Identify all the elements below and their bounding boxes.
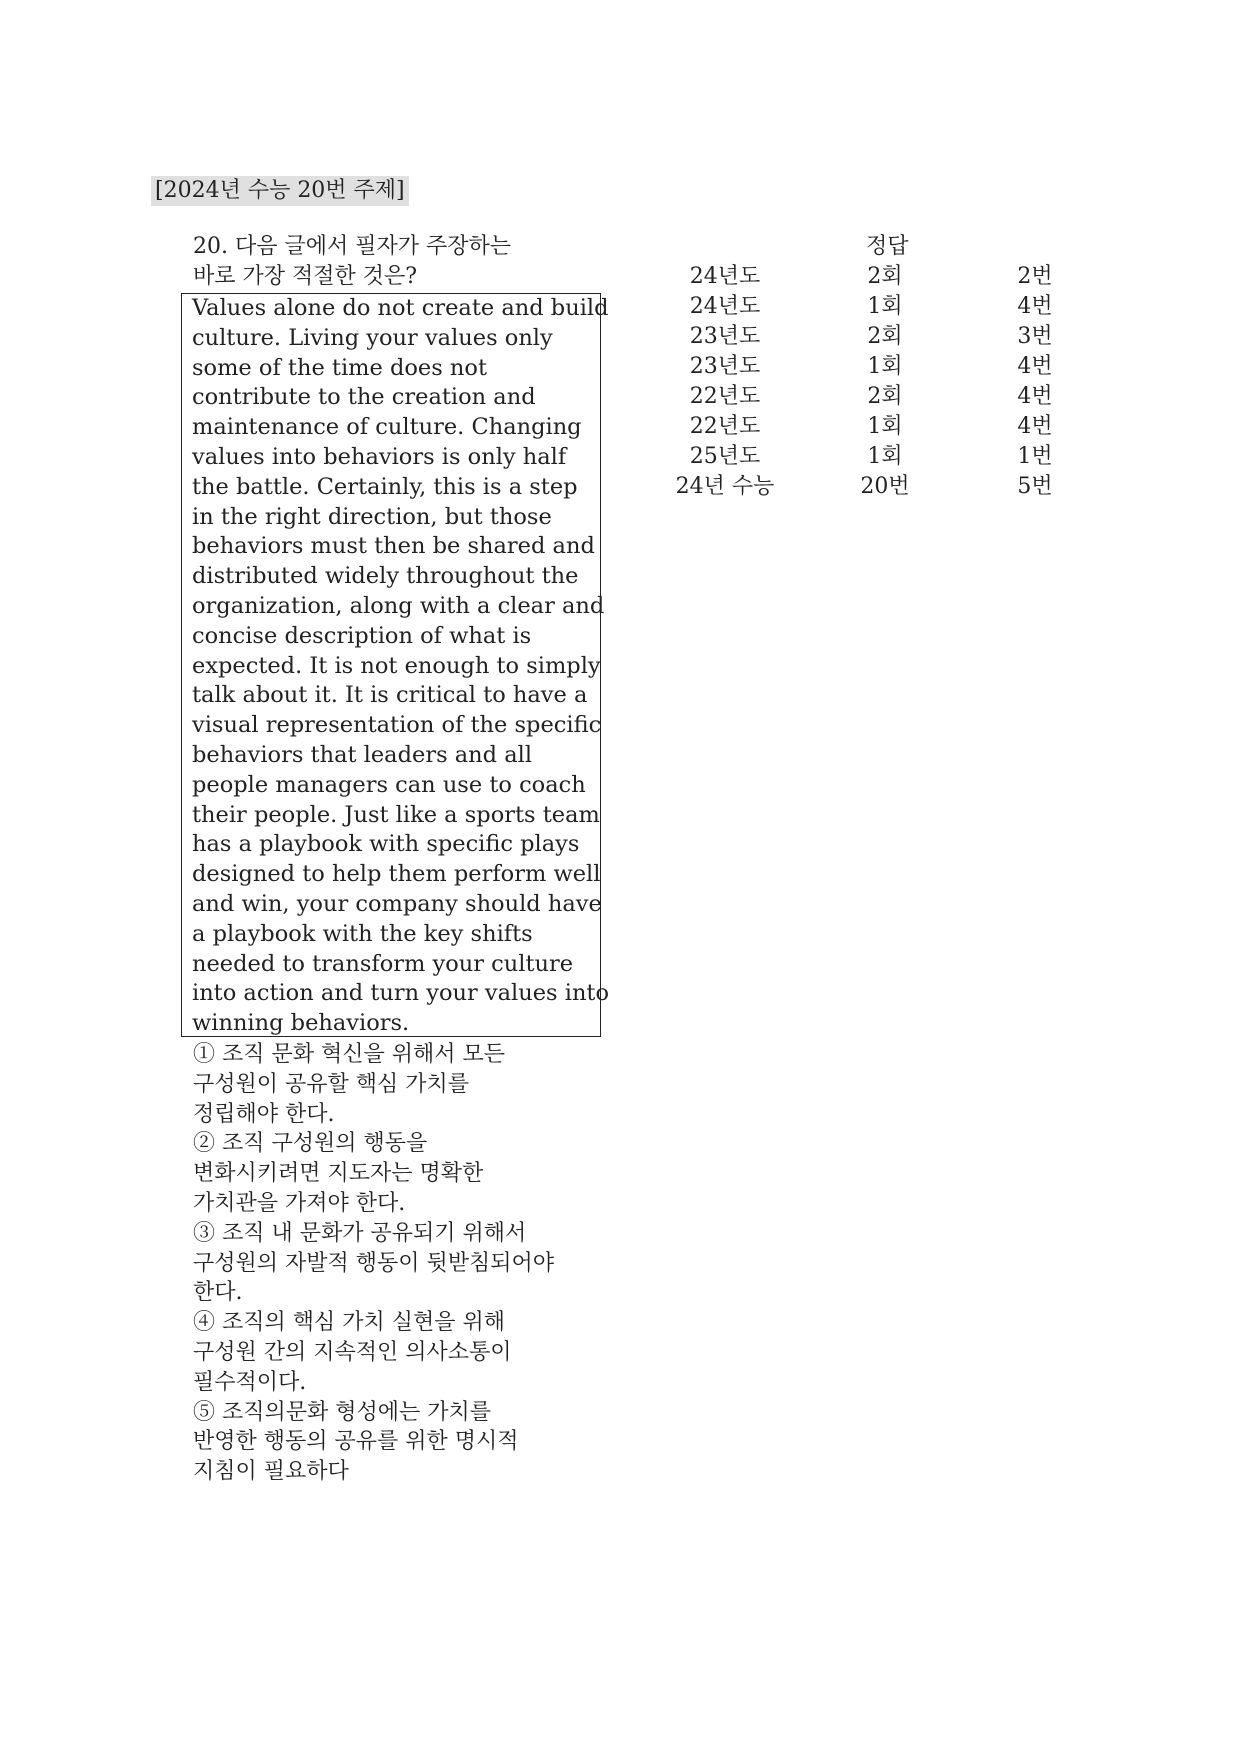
- answer-row: [650, 412, 1090, 442]
- choice-line: 구성원 간의 지속적인 의사소통이: [193, 1339, 512, 1365]
- answer-row: [650, 292, 1090, 322]
- passage-line: people managers can use to coach: [192, 771, 586, 798]
- passage-line: their people. Just like a sports team: [192, 801, 600, 828]
- choice-line: 필수적이다.: [193, 1369, 307, 1395]
- passage-line: maintenance of culture. Changing: [192, 414, 582, 441]
- passage-line: visual representation of the specific: [192, 712, 602, 739]
- choice-line: 반영한 행동의 공유를 위한 명시적: [193, 1429, 519, 1455]
- choice-line: 한다.: [193, 1280, 243, 1306]
- passage-line: needed to transform your culture: [192, 950, 574, 977]
- passage-line: the battle. Certainly, this is a step: [192, 473, 578, 500]
- answer-round: 1회: [867, 354, 903, 379]
- choice-line: 변화시키려면 지도자는 명확한: [193, 1161, 484, 1187]
- passage-line: Values alone do not create and build: [192, 295, 609, 321]
- passage-line: a playbook with the key shifts: [192, 920, 533, 947]
- passage-line: behaviors must then be shared and: [192, 533, 595, 560]
- answer-round: 1회: [867, 444, 903, 469]
- answer-year: 23년도: [689, 324, 761, 349]
- passage-line: culture. Living your values only: [192, 324, 553, 351]
- choice-line: 구성원이 공유할 핵심 가치를: [193, 1071, 470, 1097]
- answer-year: 23년도: [689, 354, 761, 379]
- passage-line: winning behaviors.: [192, 1010, 410, 1037]
- choice-line: ④ 조직의 핵심 가치 실현을 위해: [193, 1310, 505, 1336]
- answer-row: [650, 262, 1090, 292]
- question-line: 바로 가장 적절한 것은?: [193, 264, 418, 289]
- answer-year: 24년도: [689, 264, 761, 289]
- passage-line: in the right direction, but those: [192, 503, 552, 530]
- header-tag: [2024년 수능 20번 주제]: [151, 176, 409, 206]
- choice-line: 구성원의 자발적 행동이 뒷받침되어야: [193, 1250, 555, 1276]
- answer-year: 24년 수능: [675, 474, 775, 499]
- answer-number: 4번: [1017, 384, 1053, 409]
- answer-year: 22년도: [689, 384, 761, 409]
- passage-line: behaviors that leaders and all: [192, 741, 533, 768]
- answer-year: 24년도: [689, 294, 761, 319]
- passage-line: talk about it. It is critical to have a: [192, 682, 588, 709]
- answer-key-title: 정답: [866, 234, 909, 259]
- passage-line: contribute to the creation and: [192, 384, 536, 411]
- passage-line: and win, your company should have: [192, 890, 602, 917]
- question-stem: [193, 232, 613, 292]
- passage-line: expected. It is not enough to simply: [192, 652, 601, 679]
- passage-line: distributed widely throughout the: [192, 563, 579, 590]
- answer-row: [650, 352, 1090, 382]
- answer-number: 4번: [1017, 294, 1053, 319]
- answer-number: 2번: [1017, 264, 1053, 289]
- answer-number: 4번: [1017, 354, 1053, 379]
- answer-year: 25년도: [689, 444, 761, 469]
- choice-line: ③ 조직 내 문화가 공유되기 위해서: [193, 1220, 527, 1246]
- passage-line: values into behaviors is only half: [192, 443, 567, 470]
- answer-row: [650, 382, 1090, 412]
- answer-number: 4번: [1017, 414, 1053, 439]
- choice-line: ⑤ 조직의문화 형성에는 가치를: [193, 1399, 492, 1425]
- passage-line: has a playbook with specific plays: [192, 831, 580, 858]
- choice-line: ① 조직 문화 혁신을 위해서 모든: [193, 1042, 505, 1067]
- passage-line: concise description of what is: [192, 622, 532, 649]
- answer-row: [650, 322, 1090, 352]
- answer-row: [650, 472, 1090, 502]
- answer-round: 2회: [867, 384, 903, 409]
- passage-box: [181, 293, 610, 1037]
- answer-round: 2회: [867, 324, 903, 349]
- answer-round: 2회: [867, 264, 903, 289]
- answer-row: [650, 442, 1090, 472]
- answer-round: 1회: [867, 414, 903, 439]
- choice-line: 정립해야 한다.: [193, 1101, 335, 1127]
- answer-year: 22년도: [689, 414, 761, 439]
- passage-line: into action and turn your values into: [192, 980, 610, 1007]
- answer-number: 1번: [1017, 444, 1053, 469]
- choice-line: 지침이 필요하다: [193, 1459, 349, 1485]
- choice-line: 가치관을 가져야 한다.: [193, 1190, 406, 1216]
- answer-round: 1회: [867, 294, 903, 319]
- choice-line: ② 조직 구성원의 행동을: [193, 1131, 428, 1157]
- passage-line: designed to help them perform well: [192, 861, 601, 888]
- answer-choices: [193, 1040, 613, 1487]
- answer-number: 3번: [1017, 324, 1053, 349]
- passage-line: some of the time does not: [192, 354, 488, 381]
- answer-round: 20번: [860, 474, 910, 499]
- answer-number: 5번: [1017, 474, 1053, 499]
- passage-line: organization, along with a clear and: [192, 592, 605, 619]
- question-line: 20. 다음 글에서 필자가 주장하는: [193, 234, 511, 259]
